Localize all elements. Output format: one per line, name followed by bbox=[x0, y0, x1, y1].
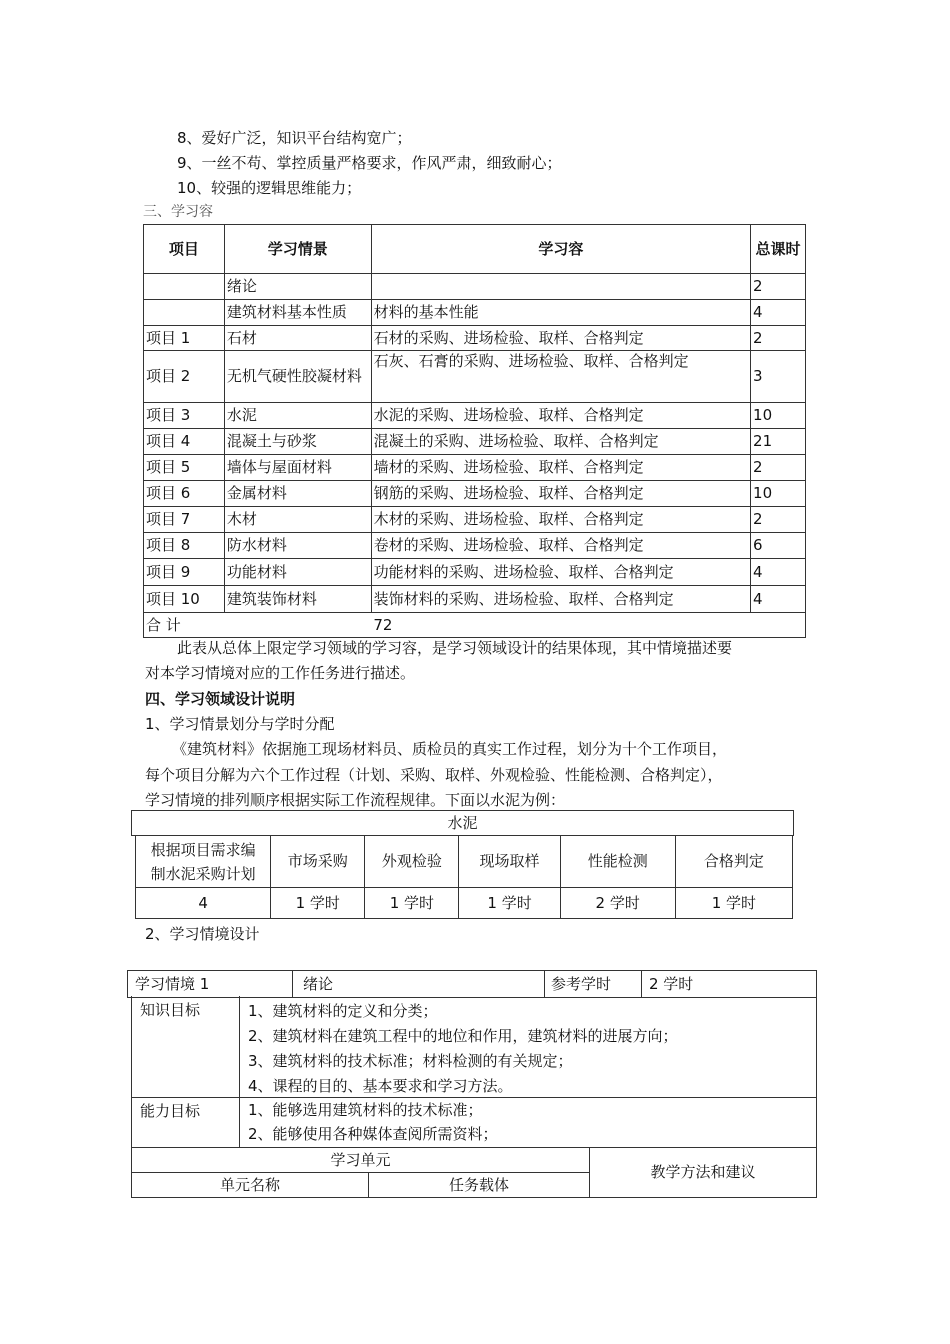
paragraph-line: 《建筑材料》依据施工现场材料员、质检员的真实工作过程，划分为十个工作项目， bbox=[172, 740, 728, 758]
cell-project: 项目 7 bbox=[144, 507, 225, 533]
cell-project: 项目 3 bbox=[144, 403, 225, 429]
workflow-hours: 1 学时 bbox=[675, 888, 792, 919]
situation-name: 绪论 bbox=[303, 975, 334, 993]
knowledge-list bbox=[248, 999, 678, 1099]
section4-title: 四、学习领域设计说明 bbox=[145, 690, 296, 708]
paragraph-line: 此表从总体上限定学习领域的学习容，是学习领域设计的结果体现，其中情境描述要 bbox=[177, 639, 733, 657]
table-row bbox=[144, 586, 806, 613]
table-header-row bbox=[144, 225, 806, 274]
cell-hours: 10 bbox=[751, 481, 806, 507]
situation-header-row bbox=[127, 970, 817, 998]
workflow-table bbox=[135, 835, 793, 919]
cell-content: 钢筋的采购、进场检验、取样、合格判定 bbox=[371, 481, 750, 507]
cell-scene: 混凝土与砂浆 bbox=[224, 429, 371, 455]
table-row bbox=[144, 351, 806, 403]
workflow-hours: 2 学时 bbox=[560, 888, 675, 919]
table-row bbox=[144, 559, 806, 586]
paragraph-line: 学习情境的排列顺序根据实际工作流程规律。下面以水泥为例： bbox=[145, 791, 566, 809]
subsection-title: 2、学习情境设计 bbox=[145, 925, 260, 943]
situation-label: 学习情境 1 bbox=[135, 975, 210, 993]
cell-scene: 水泥 bbox=[224, 403, 371, 429]
cell-scene: 墙体与屋面材料 bbox=[224, 455, 371, 481]
task-label: 任务载体 bbox=[448, 1176, 509, 1194]
cell-project: 项目 2 bbox=[144, 351, 225, 403]
header-project: 项目 bbox=[144, 225, 225, 274]
header-hours: 总课时 bbox=[751, 225, 806, 274]
learning-content-table bbox=[143, 224, 806, 638]
section3-title: 三、学习容 bbox=[143, 204, 213, 220]
knowledge-label: 知识目标 bbox=[140, 1001, 201, 1019]
cell-scene: 金属材料 bbox=[224, 481, 371, 507]
paragraph-line: 每个项目分解为六个工作过程（计划、采购、取样、外观检验、性能检测、合格判定）， bbox=[145, 766, 723, 784]
cell-hours: 21 bbox=[751, 429, 806, 455]
cell-project bbox=[144, 300, 225, 326]
table-row bbox=[144, 274, 806, 300]
method-label: 教学方法和建议 bbox=[650, 1163, 756, 1181]
step-plan-line2: 制水泥采购计划 bbox=[150, 864, 256, 883]
knowledge-item: 3、建筑材料的技术标准；材料检测的有关规定； bbox=[248, 1052, 573, 1070]
list-item-9: 9、一丝不苟、掌控质量严格要求，作风严肃，细致耐心； bbox=[177, 154, 562, 172]
cell-project bbox=[144, 274, 225, 300]
unit-header-row bbox=[131, 1147, 817, 1198]
workflow-hours: 1 学时 bbox=[271, 888, 365, 919]
cell-content: 石材的采购、进场检验、取样、合格判定 bbox=[371, 326, 750, 351]
workflow-hours: 4 bbox=[136, 888, 271, 919]
table-row bbox=[144, 481, 806, 507]
knowledge-item: 4、课程的目的、基本要求和学习方法。 bbox=[248, 1077, 513, 1095]
total-value: 72 bbox=[224, 613, 805, 638]
table-row bbox=[144, 429, 806, 455]
table-total-row bbox=[144, 613, 806, 638]
ref-hours-value: 2 学时 bbox=[649, 975, 694, 993]
total-label: 合 计 bbox=[144, 613, 225, 638]
cell-content: 混凝土的采购、进场检验、取样、合格判定 bbox=[371, 429, 750, 455]
cell-hours: 10 bbox=[751, 403, 806, 429]
header-content: 学习容 bbox=[371, 225, 750, 274]
ref-hours-label: 参考学时 bbox=[551, 975, 612, 993]
divider bbox=[544, 971, 545, 997]
unit-name-label: 单元名称 bbox=[219, 1176, 280, 1194]
divider bbox=[641, 971, 642, 997]
cell-content: 材料的基本性能 bbox=[371, 300, 750, 326]
header-scene: 学习情景 bbox=[224, 225, 371, 274]
workflow-step: 外观检验 bbox=[365, 836, 459, 888]
cell-project: 项目 10 bbox=[144, 586, 225, 613]
cell-project: 项目 9 bbox=[144, 559, 225, 586]
step-plan-line1: 根据项目需求编 bbox=[150, 840, 256, 859]
ability-label: 能力目标 bbox=[140, 1102, 201, 1120]
cell-content: 墙材的采购、进场检验、取样、合格判定 bbox=[371, 455, 750, 481]
ability-list bbox=[248, 1098, 498, 1146]
cell-scene: 绪论 bbox=[224, 274, 371, 300]
cell-hours: 2 bbox=[751, 326, 806, 351]
ability-item: 1、能够选用建筑材料的技术标准； bbox=[248, 1101, 483, 1119]
list-item-10: 10、较强的逻辑思维能力； bbox=[177, 179, 362, 197]
cell-hours: 6 bbox=[751, 533, 806, 559]
cell-content: 水泥的采购、进场检验、取样、合格判定 bbox=[371, 403, 750, 429]
divider bbox=[132, 1172, 589, 1173]
workflow-hours: 1 学时 bbox=[365, 888, 459, 919]
cell-hours: 3 bbox=[751, 351, 806, 403]
divider bbox=[292, 971, 293, 997]
cell-content bbox=[371, 274, 750, 300]
workflow-steps-row bbox=[136, 836, 793, 888]
cell-project: 项目 8 bbox=[144, 533, 225, 559]
workflow-title: 水泥 bbox=[131, 810, 794, 836]
paragraph-line: 对本学习情境对应的工作任务进行描述。 bbox=[145, 664, 416, 682]
cell-hours: 4 bbox=[751, 300, 806, 326]
knowledge-item: 1、建筑材料的定义和分类； bbox=[248, 1002, 438, 1020]
ability-item: 2、能够使用各种媒体查阅所需资料； bbox=[248, 1125, 498, 1143]
workflow-step: 市场采购 bbox=[271, 836, 365, 888]
divider bbox=[239, 996, 240, 1097]
cell-hours: 2 bbox=[751, 455, 806, 481]
cell-content: 木材的采购、进场检验、取样、合格判定 bbox=[371, 507, 750, 533]
list-item-8: 8、爱好广泛，知识平台结构宽广； bbox=[177, 129, 412, 147]
workflow-step: 性能检测 bbox=[560, 836, 675, 888]
workflow-hours: 1 学时 bbox=[459, 888, 560, 919]
cell-scene: 建筑材料基本性质 bbox=[224, 300, 371, 326]
subsection-title: 1、学习情景划分与学时分配 bbox=[145, 715, 335, 733]
cell-scene: 无机气硬性胶凝材料 bbox=[224, 351, 371, 403]
cell-scene: 防水材料 bbox=[224, 533, 371, 559]
workflow-step: 合格判定 bbox=[675, 836, 792, 888]
cell-content: 卷材的采购、进场检验、取样、合格判定 bbox=[371, 533, 750, 559]
cell-scene: 功能材料 bbox=[224, 559, 371, 586]
cell-content: 石灰、石膏的采购、进场检验、取样、合格判定 bbox=[371, 351, 750, 403]
cell-scene: 木材 bbox=[224, 507, 371, 533]
cell-scene: 建筑装饰材料 bbox=[224, 586, 371, 613]
cell-project: 项目 1 bbox=[144, 326, 225, 351]
table-row bbox=[144, 455, 806, 481]
knowledge-item: 2、建筑材料在建筑工程中的地位和作用，建筑材料的进展方向； bbox=[248, 1027, 678, 1045]
workflow-step: 现场取样 bbox=[459, 836, 560, 888]
cell-project: 项目 6 bbox=[144, 481, 225, 507]
cell-content: 装饰材料的采购、进场检验、取样、合格判定 bbox=[371, 586, 750, 613]
knowledge-goals-row bbox=[131, 996, 817, 1098]
ability-goals-row bbox=[131, 1097, 817, 1148]
divider bbox=[239, 1097, 240, 1147]
table-row bbox=[144, 403, 806, 429]
table-row bbox=[144, 300, 806, 326]
table-row bbox=[144, 326, 806, 351]
cell-hours: 4 bbox=[751, 559, 806, 586]
unit-label: 学习单元 bbox=[330, 1151, 391, 1169]
cell-scene: 石材 bbox=[224, 326, 371, 351]
cell-hours: 4 bbox=[751, 586, 806, 613]
workflow-hours-row bbox=[136, 888, 793, 919]
cell-content: 功能材料的采购、进场检验、取样、合格判定 bbox=[371, 559, 750, 586]
cell-project: 项目 4 bbox=[144, 429, 225, 455]
cell-hours: 2 bbox=[751, 274, 806, 300]
workflow-step-plan bbox=[136, 836, 271, 888]
table-row bbox=[144, 507, 806, 533]
cell-project: 项目 5 bbox=[144, 455, 225, 481]
table-row bbox=[144, 533, 806, 559]
cell-hours: 2 bbox=[751, 507, 806, 533]
